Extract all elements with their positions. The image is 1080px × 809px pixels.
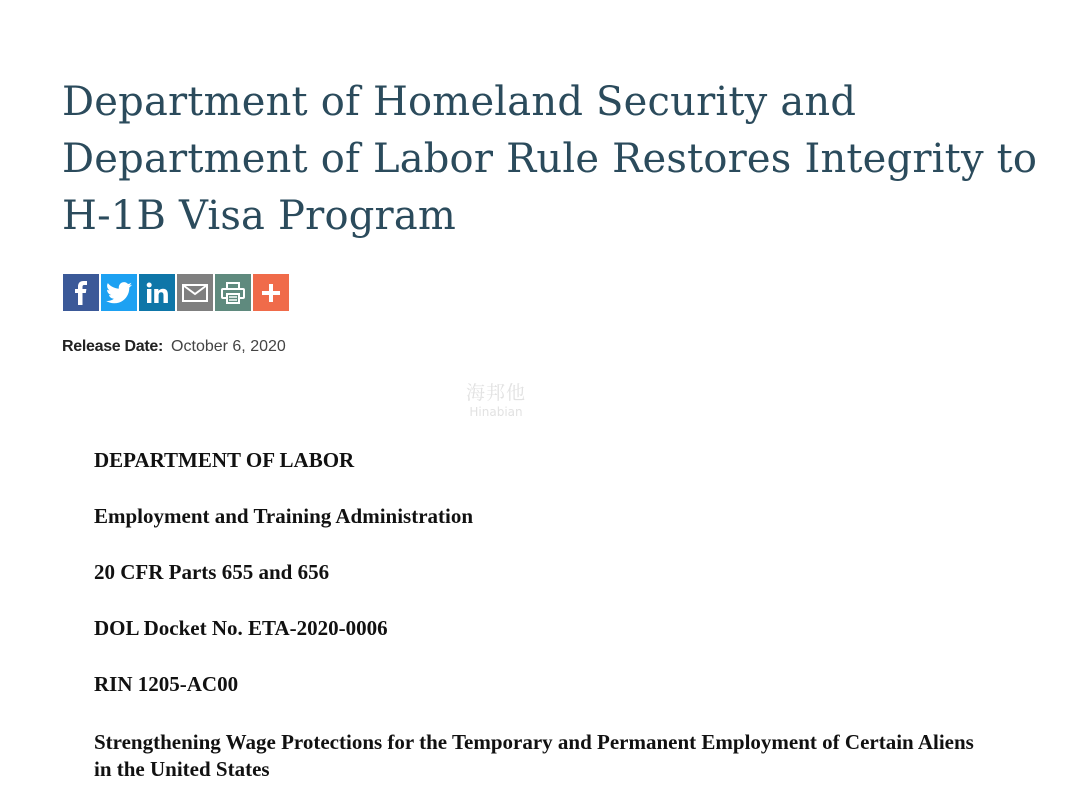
page-title: Department of Homeland Security and Department of Labor Rule Restores Integrity to H-1B Visa Program — [62, 79, 1038, 239]
share-linkedin-button[interactable] — [139, 274, 175, 311]
share-facebook-button[interactable] — [63, 274, 99, 311]
linkedin-icon — [146, 282, 168, 304]
share-more-button[interactable] — [253, 274, 289, 311]
share-email-button[interactable] — [177, 274, 213, 311]
watermark — [466, 384, 526, 418]
rule-title: Strengthening Wage Protections for the Temporary and Permanent Employment of Certain Aliens in the United States — [94, 730, 974, 781]
agency-name: DEPARTMENT OF LABOR — [94, 448, 355, 472]
twitter-icon — [106, 282, 132, 304]
release-date-value: October 6, 2020 — [171, 338, 286, 355]
watermark-chinese: 海邦他 — [466, 382, 527, 404]
share-print-button[interactable] — [215, 274, 251, 311]
cfr-parts: 20 CFR Parts 655 and 656 — [94, 560, 330, 584]
print-icon — [221, 282, 245, 304]
add-share-icon — [261, 283, 281, 303]
facebook-icon — [72, 281, 90, 305]
rin-number: RIN 1205-AC00 — [94, 672, 239, 696]
sub-agency-name: Employment and Training Administration — [94, 504, 474, 528]
release-date — [62, 338, 286, 356]
share-twitter-button[interactable] — [101, 274, 137, 311]
docket-number: DOL Docket No. ETA-2020-0006 — [94, 616, 388, 640]
share-toolbar — [63, 274, 289, 311]
email-icon — [182, 284, 208, 302]
release-date-label: Release Date: — [62, 338, 164, 355]
watermark-english: Hinabian — [469, 405, 523, 419]
